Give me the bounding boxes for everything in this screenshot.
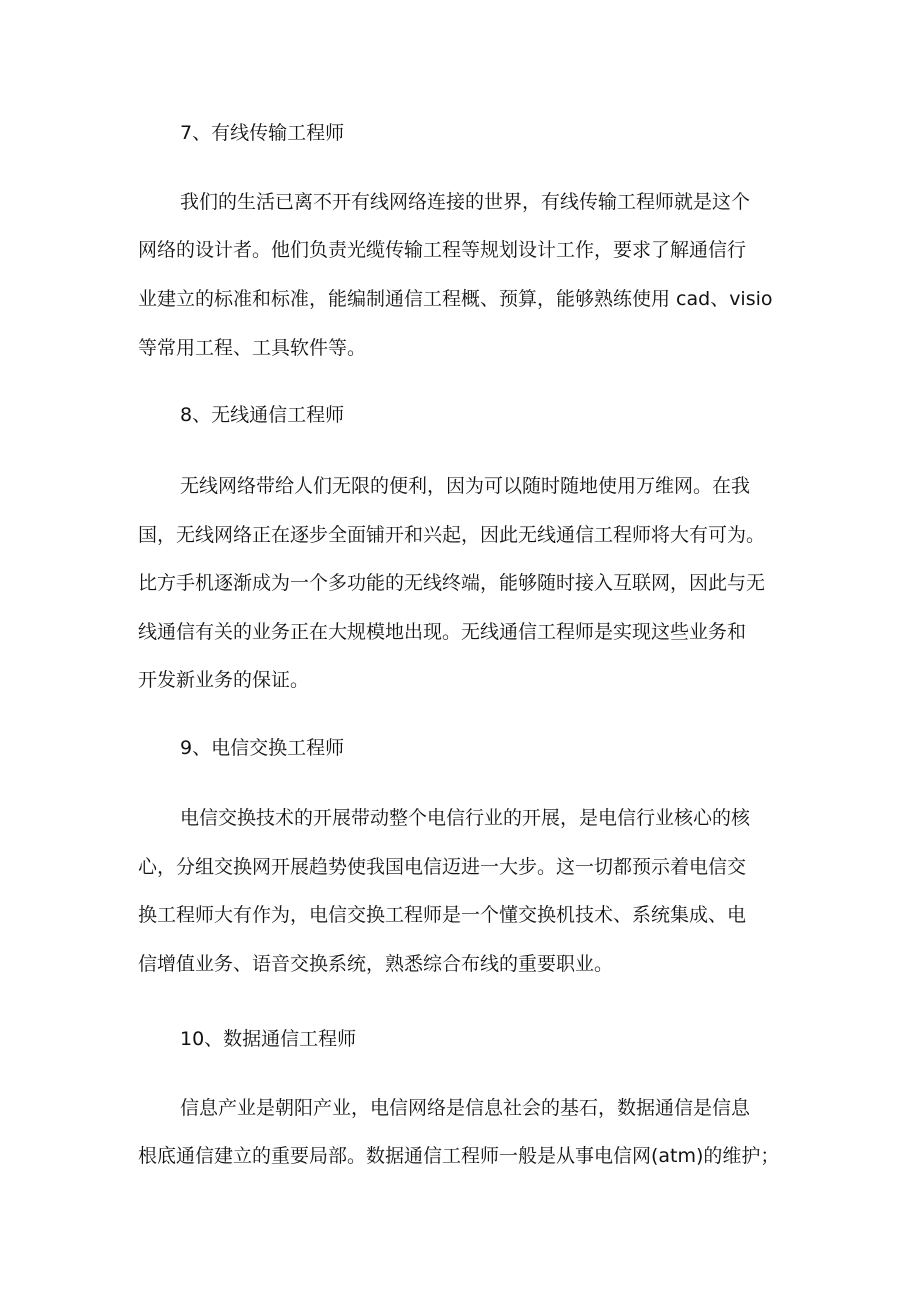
paragraph-line: 电信交换技术的开展带动整个电信行业的开展，是电信行业核心的核 bbox=[180, 807, 751, 829]
section-heading-8: 8、无线通信工程师 bbox=[180, 404, 345, 426]
paragraph-line: 信息产业是朝阳产业，电信网络是信息社会的基石，数据通信是信息 bbox=[180, 1097, 751, 1119]
paragraph-line: 根底通信建立的重要局部。数据通信工程师一般是从事电信网(atm)的维护； bbox=[138, 1145, 780, 1167]
section-heading-7: 7、有线传输工程师 bbox=[180, 122, 345, 144]
paragraph-line: 业建立的标准和标准，能编制通信工程概、预算，能够熟练使用 cad、visio bbox=[138, 288, 773, 310]
paragraph-line: 线通信有关的业务正在大规模地出现。无线通信工程师是实现这些业务和 bbox=[138, 621, 747, 643]
paragraph-line: 信增值业务、语音交换系统，熟悉综合布线的重要职业。 bbox=[138, 953, 614, 975]
paragraph-line: 心，分组交换网开展趋势使我国电信迈进一大步。这一切都预示着电信交 bbox=[138, 856, 747, 878]
paragraph-line: 我们的生活已离不开有线网络连接的世界，有线传输工程师就是这个 bbox=[180, 191, 751, 213]
paragraph-line: 换工程师大有作为，电信交换工程师是一个懂交换机技术、系统集成、电 bbox=[138, 904, 747, 926]
paragraph-line: 国，无线网络正在逐步全面铺开和兴起，因此无线通信工程师将大有可为。 bbox=[138, 524, 766, 546]
section-heading-10: 10、数据通信工程师 bbox=[180, 1028, 357, 1050]
paragraph-line: 网络的设计者。他们负责光缆传输工程等规划设计工作，要求了解通信行 bbox=[138, 239, 747, 261]
paragraph-line: 无线网络带给人们无限的便利，因为可以随时随地使用万维网。在我 bbox=[180, 475, 751, 497]
paragraph-line: 开发新业务的保证。 bbox=[138, 669, 310, 691]
paragraph-line: 比方手机逐渐成为一个多功能的无线终端，能够随时接入互联网，因此与无 bbox=[138, 572, 766, 594]
section-heading-9: 9、电信交换工程师 bbox=[180, 737, 345, 759]
paragraph-line: 等常用工程、工具软件等。 bbox=[138, 337, 367, 359]
